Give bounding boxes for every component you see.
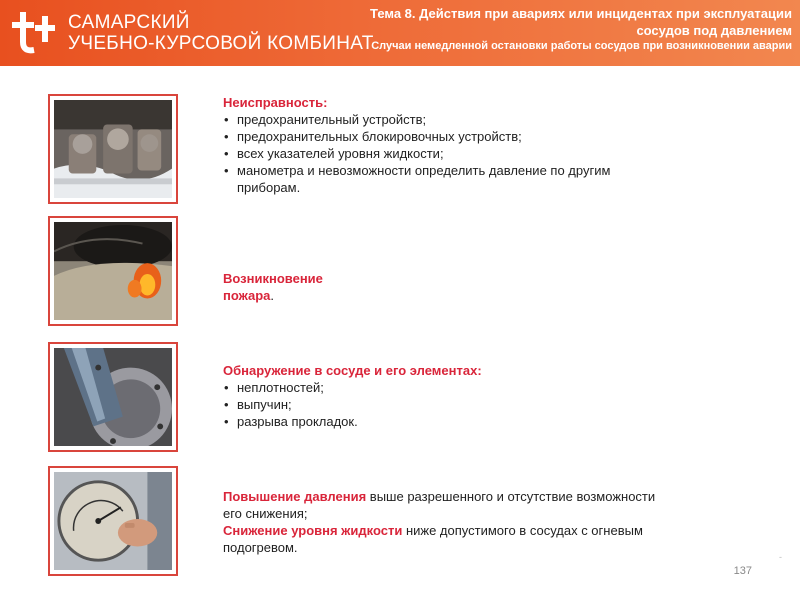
slide-title: Тема 8. Действия при авариях или инцидентах при эксплуатации сосудов под давлением xyxy=(370,6,792,38)
company-name-line2: УЧЕБНО-КУРСОВОЙ КОМБИНАТ xyxy=(68,33,374,54)
detection-list xyxy=(223,379,663,430)
fire-block xyxy=(223,270,663,304)
pressure-gauge-photo xyxy=(48,466,178,576)
company-name-line1: САМАРСКИЙ xyxy=(68,12,190,33)
fire-photo xyxy=(48,216,178,326)
fire-heading-line1: Возникновение xyxy=(223,271,323,286)
valves-photo xyxy=(48,94,178,204)
pipe-flange-photo-icon xyxy=(54,348,172,446)
level-decrease-accent: Снижение уровня жидкости xyxy=(223,523,403,538)
malfunction-list xyxy=(223,111,663,196)
detection-block xyxy=(223,362,663,430)
fire-photo-icon xyxy=(54,222,172,320)
fire-heading-line2: пожара xyxy=(223,288,271,303)
page-number: 137 xyxy=(733,565,752,577)
pressure-increase-text xyxy=(223,488,663,522)
slide-subtitle: Случаи немедленной остановки работы сосудов при возникновении аварии xyxy=(371,40,792,52)
slide-title-block xyxy=(362,5,792,53)
pipe-flange-photo xyxy=(48,342,178,452)
footer-mark: - xyxy=(779,552,782,562)
list-item: • предохранительных блокировочных устройств; xyxy=(223,128,663,145)
list-item: • разрыва прокладок. xyxy=(223,413,663,430)
fire-heading-tail: . xyxy=(270,288,275,303)
list-item: • предохранительный устройств; xyxy=(223,111,663,128)
valves-photo-icon xyxy=(54,100,172,198)
pressure-increase-accent: Повышение давления xyxy=(223,489,367,504)
detection-heading: Обнаружение в сосуде и его элементах: xyxy=(223,363,482,378)
list-item: • выпучин; xyxy=(223,396,663,413)
header-bar xyxy=(0,0,800,66)
malfunction-block xyxy=(223,94,663,196)
pressure-level-block xyxy=(223,488,663,556)
list-item: • манометра и невозможности определить давление по другим приборам. xyxy=(223,162,663,196)
list-item: • неплотностей; xyxy=(223,379,663,396)
company-logo-icon xyxy=(12,10,62,54)
list-item: • всех указателей уровня жидкости; xyxy=(223,145,663,162)
pressure-increase-rest: выше разрешенного и отсутствие возможности его снижения; xyxy=(223,489,656,521)
level-decrease-text xyxy=(223,522,663,556)
company-name xyxy=(68,12,374,54)
level-decrease-rest: ниже допустимого в сосудах с огневым подогревом. xyxy=(223,523,643,555)
pressure-gauge-photo-icon xyxy=(54,472,172,570)
malfunction-heading: Неисправность: xyxy=(223,95,328,110)
